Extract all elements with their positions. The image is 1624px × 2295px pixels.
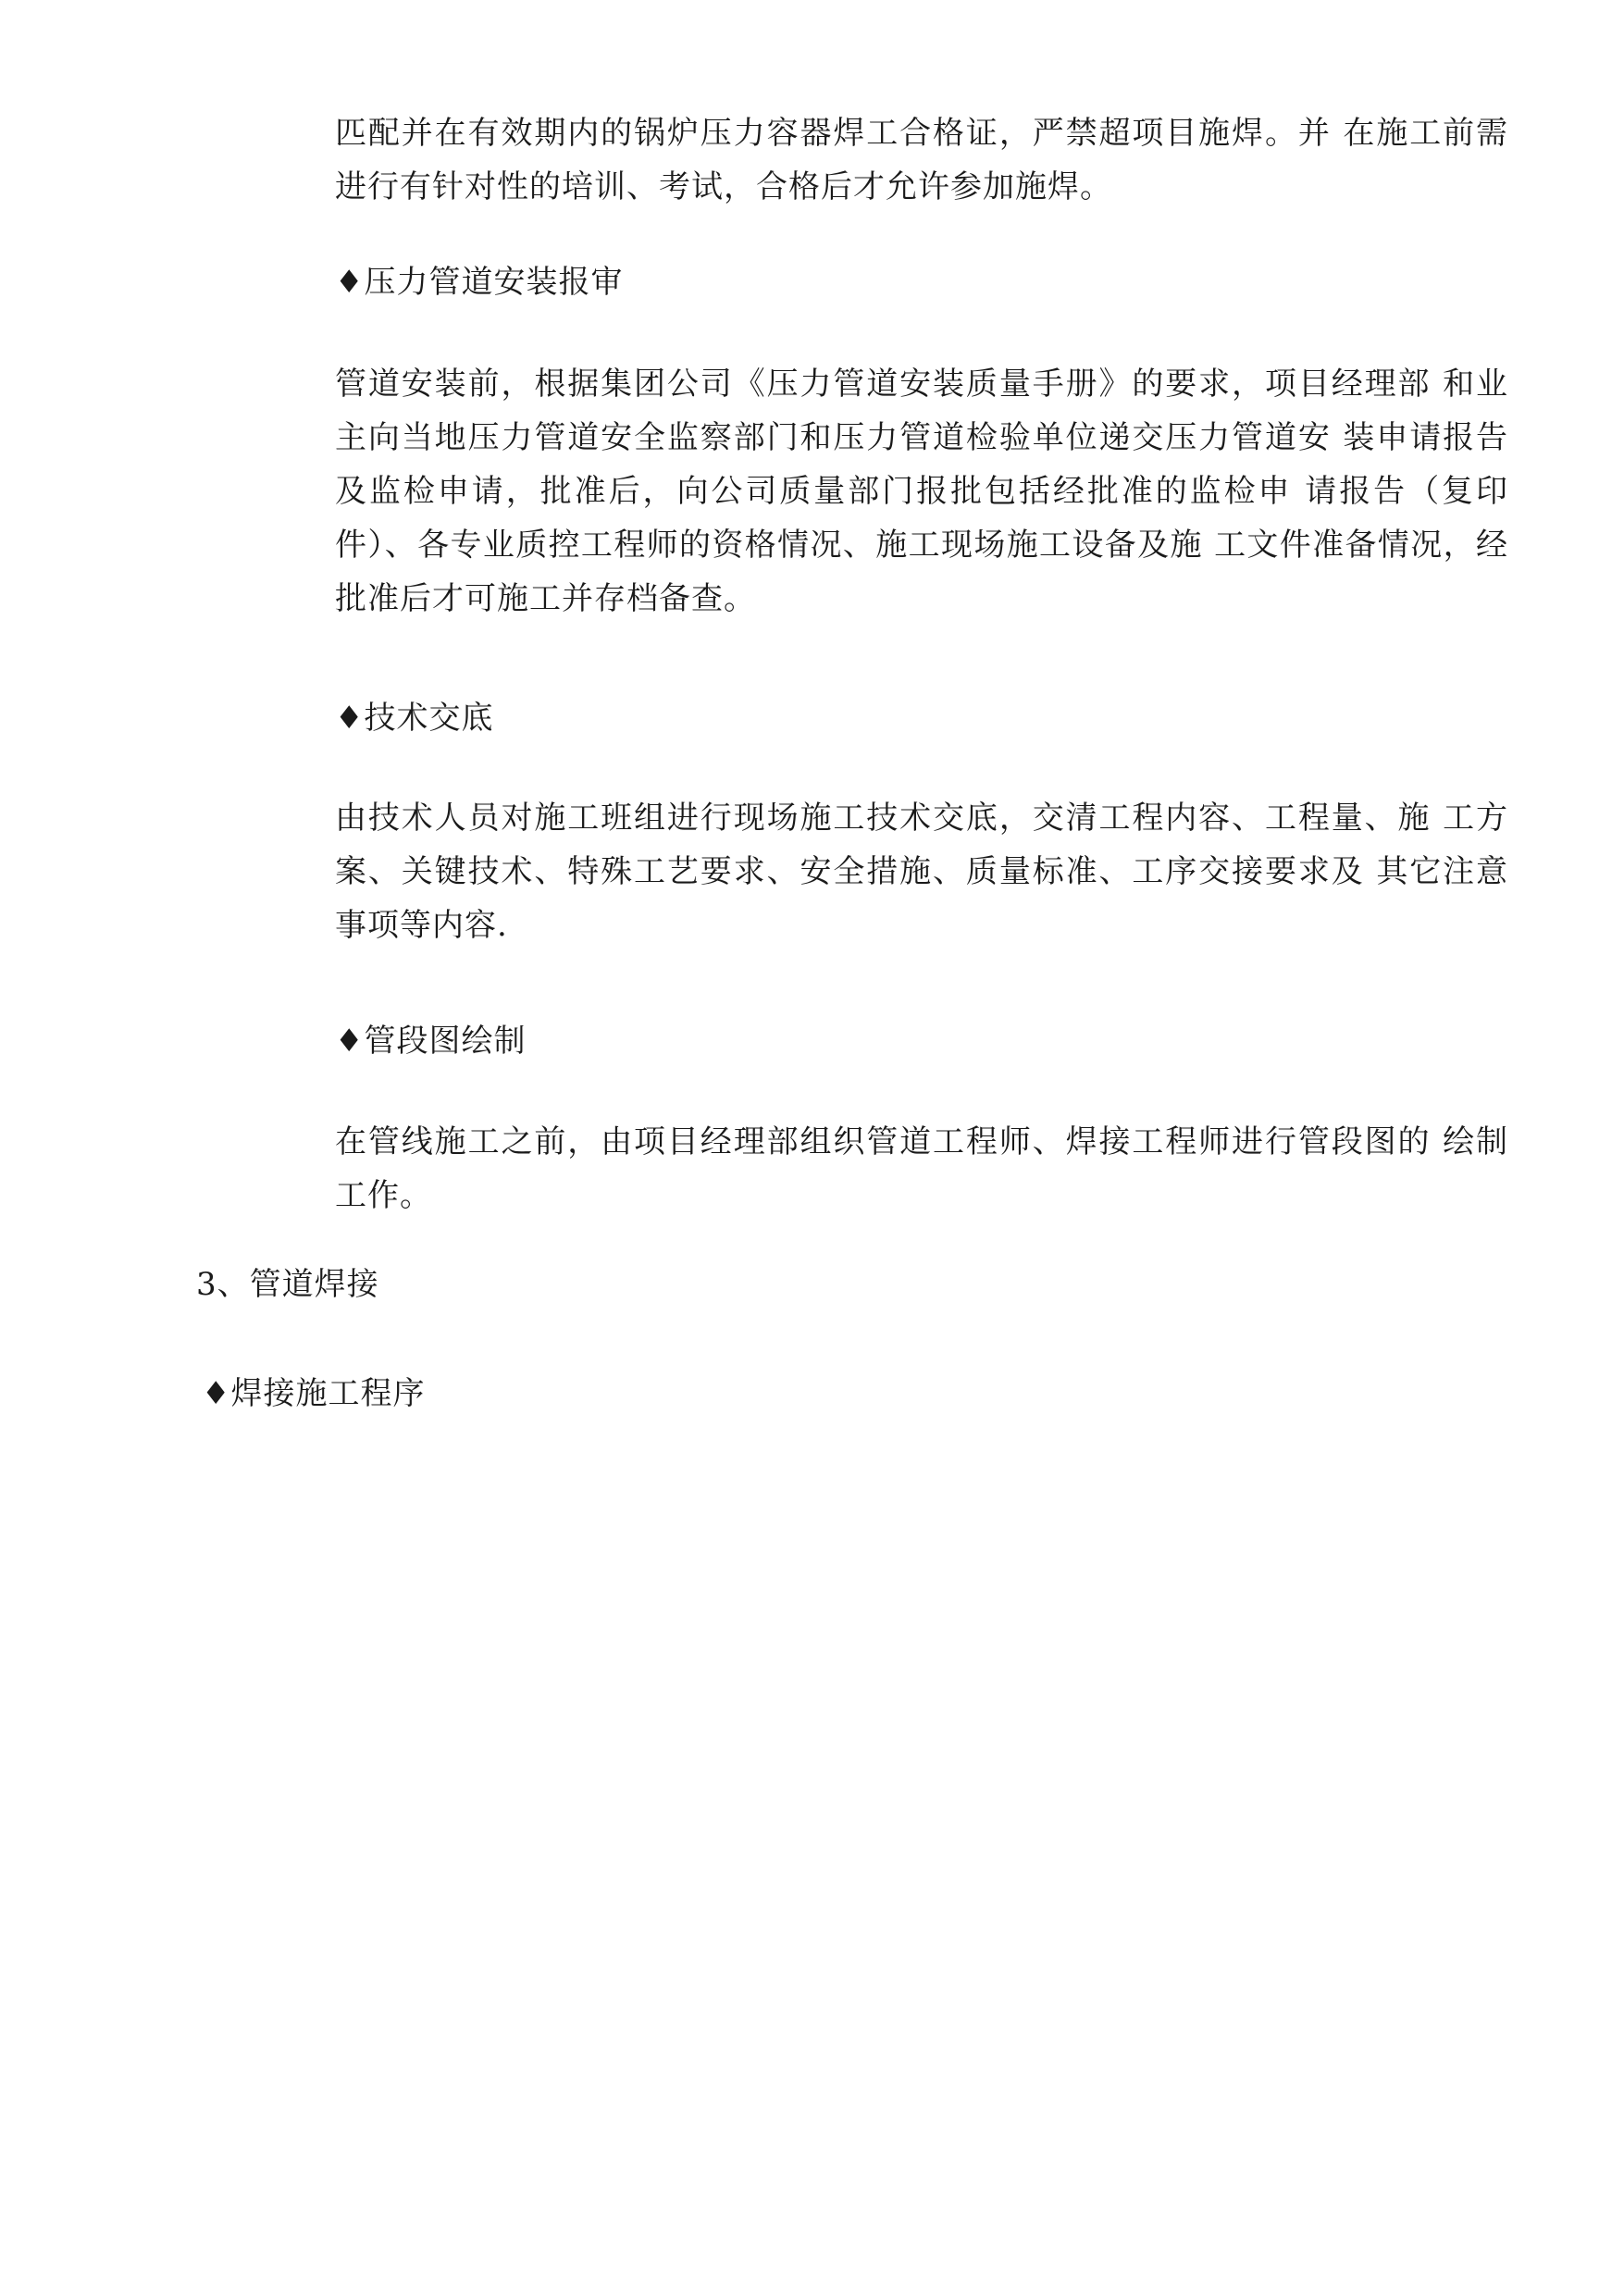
heading-technical-briefing: ♦技术交底 [335, 700, 494, 737]
section-heading-pipe-welding: 3、管道焊接 [196, 1266, 379, 1303]
heading-pressure-pipe-installation-approval: ♦压力管道安装报审 [335, 264, 624, 301]
paragraph-installation-application: 管道安装前，根据集团公司《压力管道安装质量手册》的要求，项目经理部 和业主向当地压力管道安全监察部门和压力管道检验单位递交压力管道安 装申请报告及监检申请，批准后，向公司质量部门报批包括经批准的监检申 请报告（复印件）、各专业质控工程师的资格情况、施工现场施工设备及施 工文件准备情况，经批准后才可施工并存档备查。 [335, 366, 1508, 617]
paragraph-spool-drawing: 在管线施工之前，由项目经理部组织管道工程师、焊接工程师进行管段图的 绘制工作。 [335, 1123, 1508, 1214]
heading-welding-procedure: ♦焊接施工程序 [202, 1375, 426, 1412]
heading-spool-drawing: ♦管段图绘制 [335, 1023, 527, 1060]
paragraph-welder-certificate: 匹配并在有效期内的锅炉压力容器焊工合格证，严禁超项目施焊。并 在施工前需进行有针对性的培训、考试，合格后才允许参加施焊。 [335, 115, 1508, 205]
paragraph-technical-briefing: 由技术人员对施工班组进行现场施工技术交底，交清工程内容、工程量、施 工方案、关键技术、特殊工艺要求、安全措施、质量标准、工序交接要求及 其它注意事项等内容. [335, 800, 1508, 944]
